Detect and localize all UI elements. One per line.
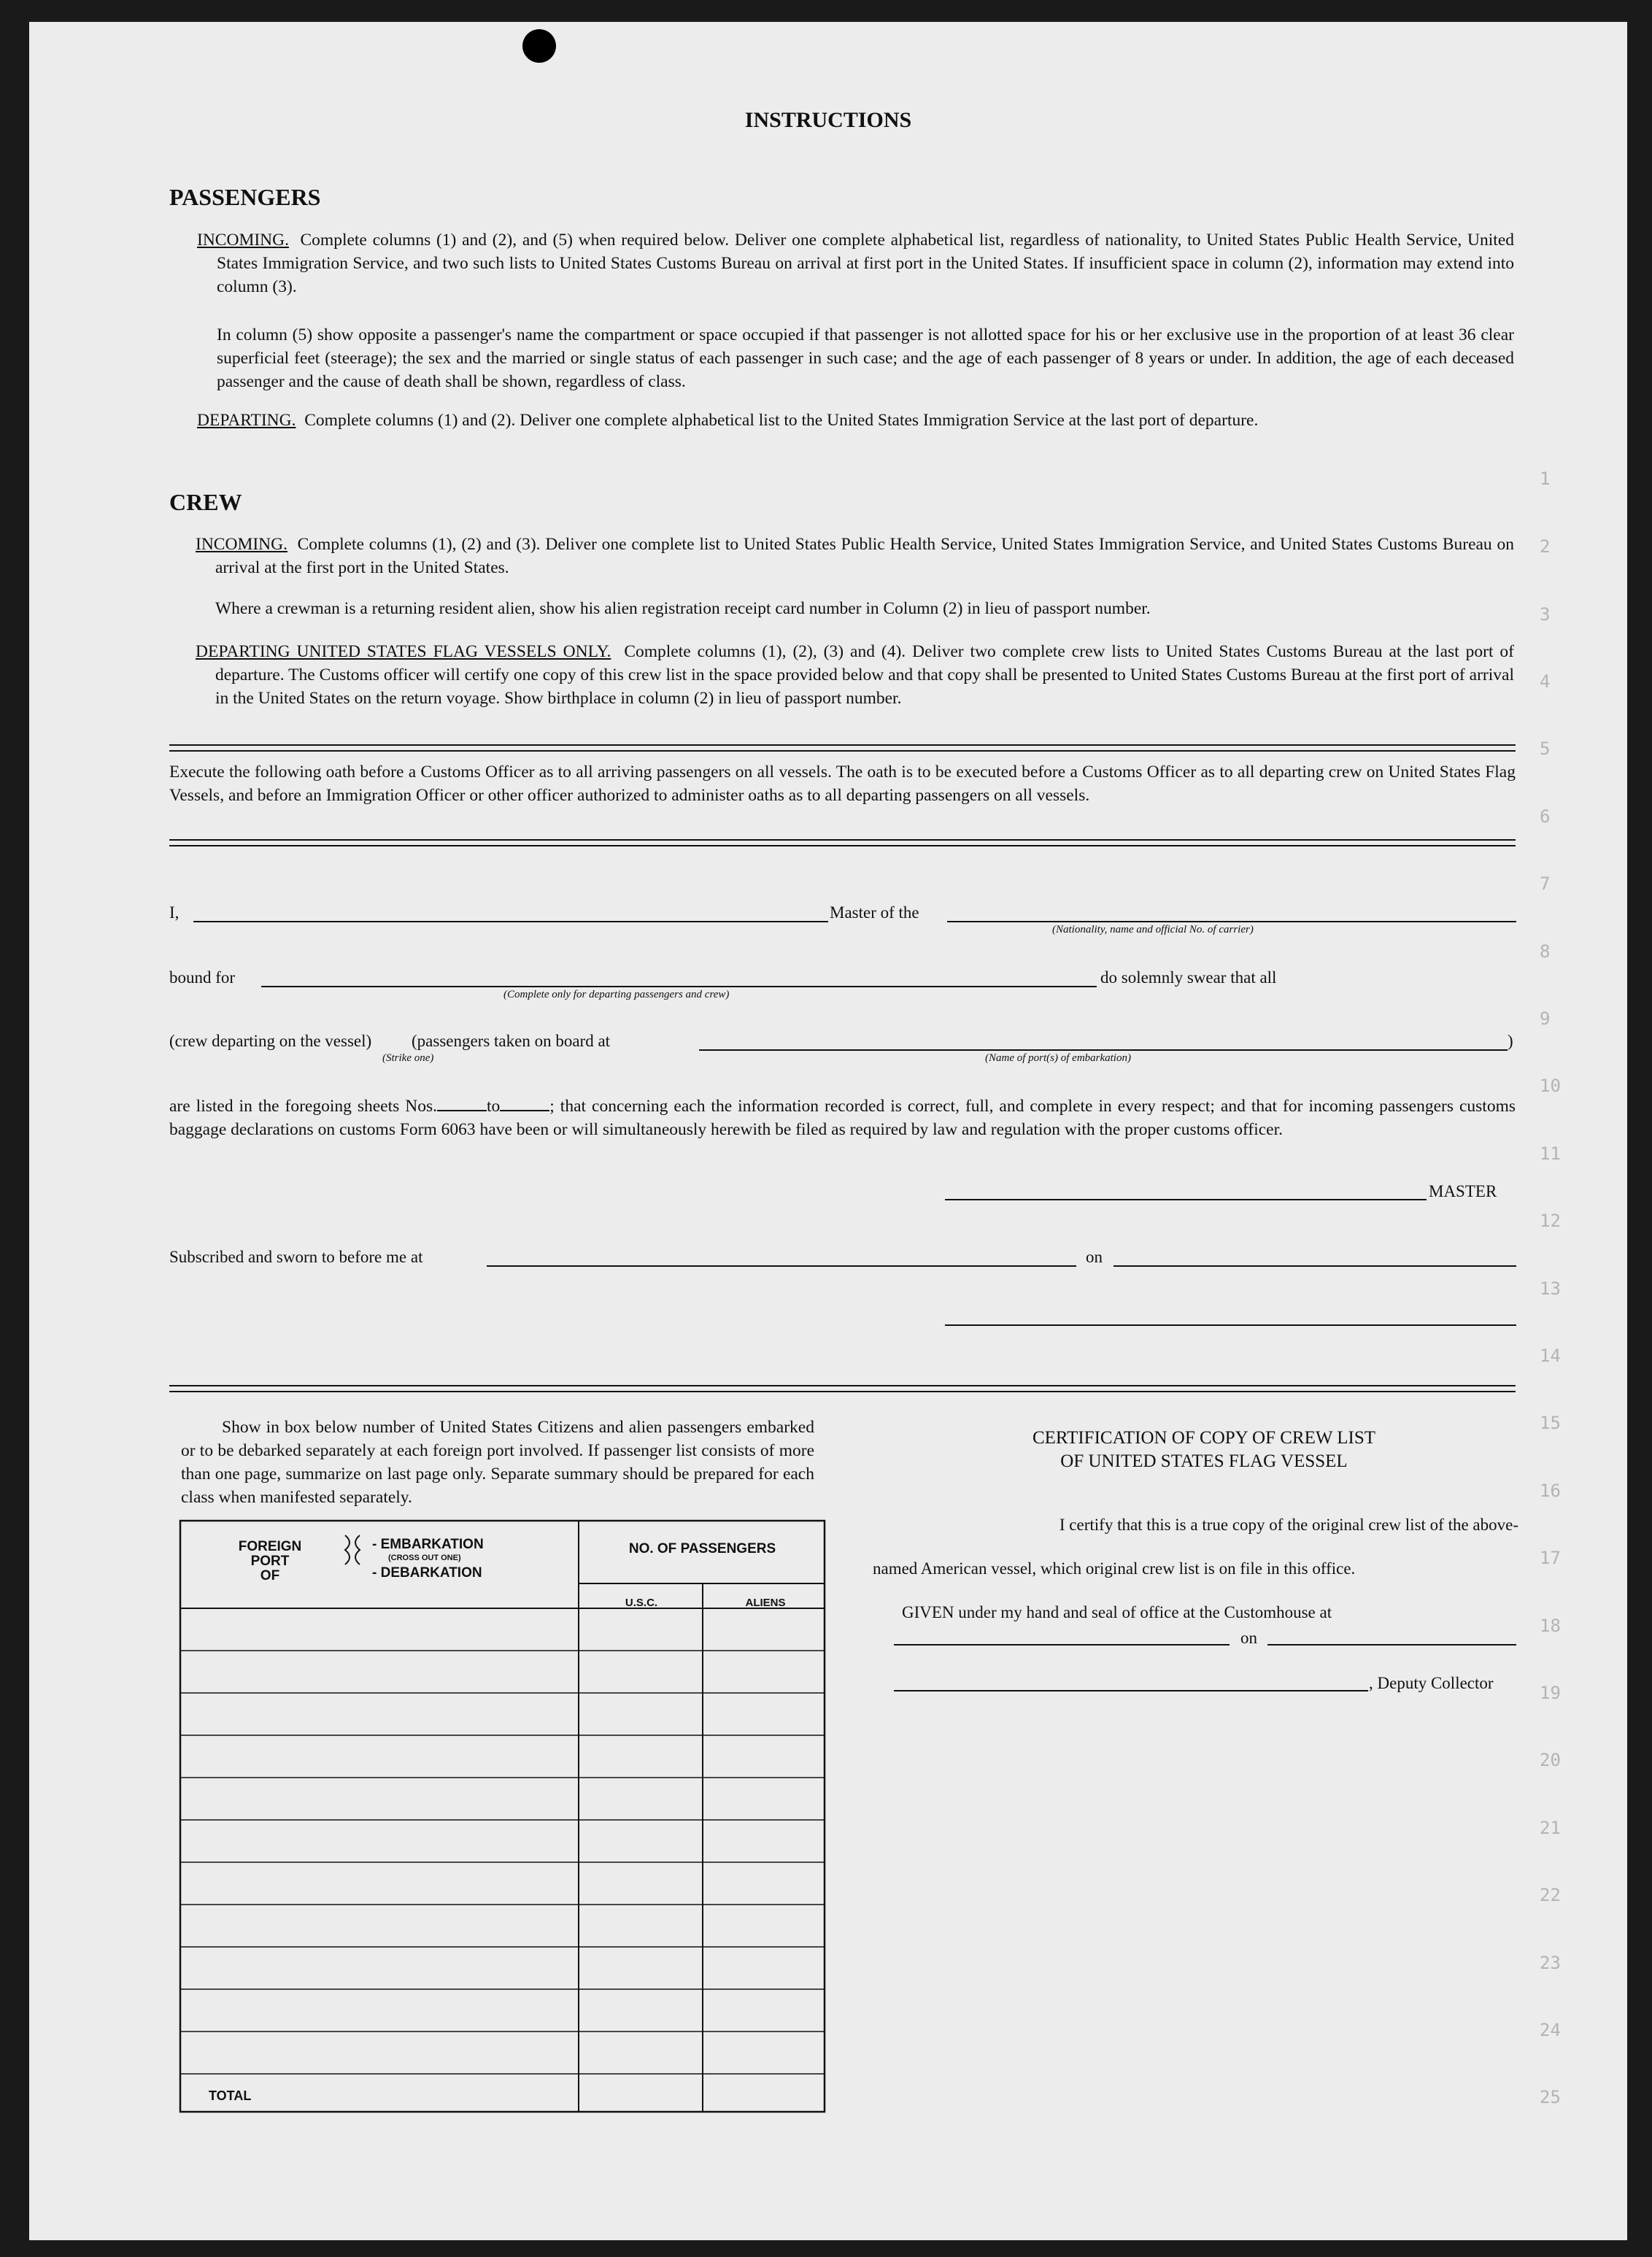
listed-text-b: ; that concerning each the information recorded is correct, full, and complete in every respect; and that for incoming passengers customs baggage declarations on customs Form 6063 have been or will simultaneously herewith be filed as required by law and regulation with the proper customs officer.: [169, 1097, 1516, 1139]
crew-incoming-label: INCOMING.: [196, 535, 287, 554]
certify-text-2: named American vessel, which original crew list is on file in this office.: [873, 1559, 1356, 1578]
margin-number: 24: [1540, 2020, 1561, 2040]
cross-out-label: (CROSS OUT ONE): [388, 1554, 461, 1562]
col-foreign-port-2: PORT: [250, 1554, 290, 1569]
sheet-from-field[interactable]: [437, 1110, 487, 1111]
listed-text-a: are listed in the foregoing sheets Nos.: [169, 1097, 438, 1116]
sworn-on-label: on: [1086, 1248, 1103, 1266]
col-passengers: NO. OF PASSENGERS: [628, 1541, 776, 1556]
margin-number: 12: [1540, 1211, 1561, 1231]
oath-swear: do solemnly swear that all: [1100, 968, 1277, 987]
certification-title: [890, 1427, 1518, 1473]
margin-number: 13: [1540, 1278, 1561, 1299]
margin-number: 4: [1540, 671, 1551, 692]
sworn-date-field[interactable]: [1113, 1265, 1516, 1267]
master-name-field[interactable]: [193, 921, 854, 922]
margin-number: 9: [1540, 1008, 1551, 1029]
margin-number: 10: [1540, 1076, 1561, 1096]
crew-incoming-text: Complete columns (1), (2) and (3). Deliver one complete list to United States Public Health Service, United States Immigration Service, and United States Customs Bureau on arrival at the first port in the United States.: [215, 535, 1514, 577]
listed-to: to: [487, 1097, 501, 1116]
passengers-departing-label: DEPARTING.: [197, 411, 296, 430]
oath-close-paren: ): [1508, 1032, 1513, 1050]
punch-hole: [522, 29, 556, 63]
bound-for-field[interactable]: [261, 986, 1097, 987]
col-usc: U.S.C.: [625, 1597, 658, 1609]
margin-number: 18: [1540, 1616, 1561, 1636]
customhouse-field[interactable]: [894, 1644, 1230, 1646]
margin-number: 11: [1540, 1143, 1561, 1164]
sheet-to-field[interactable]: [500, 1110, 549, 1111]
certification-title-1: CERTIFICATION OF COPY OF CREW LIST: [1032, 1428, 1376, 1448]
margin-number: 16: [1540, 1481, 1561, 1501]
passengers-incoming-paragraph: [197, 228, 1514, 298]
crew-departing-paragraph: [196, 640, 1514, 710]
margin-number: 3: [1540, 604, 1551, 625]
col-foreign-port-1: FOREIGN: [238, 1539, 302, 1554]
margin-number: 1: [1540, 468, 1551, 489]
bound-caption: (Complete only for departing passengers and crew): [503, 989, 730, 1000]
crew-heading: CREW: [169, 489, 242, 515]
total-label: TOTAL: [209, 2088, 252, 2103]
margin-number: 8: [1540, 941, 1551, 962]
col-aliens: ALIENS: [745, 1597, 786, 1609]
margin-number: 6: [1540, 806, 1551, 827]
crew-departing-text: Complete columns (1), (2), (3) and (4). Deliver two complete crew lists to United States Customs Bureau at the last port of departure. The Customs officer will certify one copy of this crew list in the space provided below and that copy shall be presented to United States Customs Bureau at the first port of arrival in the United States on the return voyage. Show birthplace in column (2) in lieu of passport number.: [215, 642, 1515, 708]
passengers-departing-paragraph: [197, 409, 1514, 432]
oath-instructions: Execute the following oath before a Customs Officer as to all arriving passengers on all vessels. The oath is to be executed before a Customs Officer as to all departing crew on United States Flag Vessels, and before an Immigration Officer or other officer authorized to administer oaths as to all departing passengers on all vessels.: [169, 763, 1516, 805]
deputy-collector-label: , Deputy Collector: [1369, 1674, 1494, 1692]
margin-number: 14: [1540, 1346, 1561, 1366]
embarkation-caption: (Name of port(s) of embarkation): [985, 1052, 1131, 1064]
crew-alien-paragraph: Where a crewman is a returning resident alien, show his alien registration receipt card number in Column (2) in lieu of passport number.: [215, 599, 1151, 618]
margin-number: 2: [1540, 536, 1551, 557]
embarkation-label: - EMBARKATION: [372, 1537, 484, 1552]
margin-number: 19: [1540, 1683, 1561, 1703]
passengers-departing-text: Complete columns (1) and (2). Deliver one complete alphabetical list to the United States Immigration Service at the last port of departure.: [304, 411, 1259, 430]
margin-number: 15: [1540, 1413, 1561, 1433]
embarkation-port-field[interactable]: [699, 1049, 1508, 1051]
double-rule-top: [169, 744, 1516, 752]
margin-number: 20: [1540, 1750, 1561, 1770]
double-rule-oath: [169, 839, 1516, 846]
column5-paragraph: In column (5) show opposite a passenger's name the compartment or space occupied if that passenger is not allotted space for his or her exclusive use in the proportion of at least 36 clear superficial feet (steerage); the sex and the married or single status of each passenger in such case; and the age of each passenger of 8 years or under. In addition, the age of each deceased passenger and the cause of death shall be shown, regardless of class.: [217, 325, 1514, 391]
officer-signature-field[interactable]: [945, 1324, 1516, 1326]
oath-bound-for: bound for: [169, 968, 236, 987]
certification-title-2: OF UNITED STATES FLAG VESSEL: [1060, 1451, 1348, 1471]
passengers-incoming-label: INCOMING.: [197, 231, 289, 250]
margin-number: 5: [1540, 738, 1551, 759]
debarkation-label: - DEBARKATION: [372, 1565, 482, 1581]
deputy-signature-field[interactable]: [894, 1690, 1368, 1691]
summary-instructions: Show in box below number of United States Citizens and alien passengers embarked or to be debarked separately at each foreign port involved. If passenger list consists of more than one page, summarize on last page only. Separate summary should be prepared for each class when manifested separately.: [181, 1418, 814, 1507]
margin-number: 22: [1540, 1885, 1561, 1905]
margin-number: 21: [1540, 1818, 1561, 1838]
crew-departing-label: DEPARTING UNITED STATES FLAG VESSELS ONLY.: [196, 642, 611, 661]
given-on-label: on: [1240, 1629, 1257, 1647]
margin-number: 17: [1540, 1548, 1561, 1568]
master-label: MASTER: [1429, 1182, 1497, 1200]
oath-master-of: Master of the: [830, 903, 919, 922]
carrier-field[interactable]: [947, 921, 1516, 922]
form-page: [29, 22, 1627, 2240]
margin-number: 7: [1540, 873, 1551, 894]
margin-number: 25: [1540, 2087, 1561, 2107]
given-text: GIVEN under my hand and seal of office at the Customhouse at: [902, 1603, 1332, 1621]
double-rule-bottom: [169, 1385, 1516, 1392]
strike-one-caption: (Strike one): [382, 1052, 434, 1064]
margin-number: 23: [1540, 1953, 1561, 1973]
subscribed-label: Subscribed and sworn to before me at: [169, 1248, 423, 1266]
oath-passengers-taken: (passengers taken on board at: [412, 1032, 611, 1050]
certification-date-field[interactable]: [1267, 1644, 1516, 1646]
passengers-incoming-text: Complete columns (1) and (2), and (5) when required below. Deliver one complete alphabetical list, regardless of nationality, to United States Public Health Service, United States Immigration Service, and two such lists to United States Customs Bureau on arrival at first port in the United States. If insufficient space in column (2), information may extend into column (3).: [217, 231, 1515, 296]
sworn-place-field[interactable]: [487, 1265, 1076, 1267]
oath-crew-departing: (crew departing on the vessel): [169, 1032, 372, 1050]
listed-paragraph: [169, 1095, 1516, 1141]
master-signature-field[interactable]: [945, 1199, 1427, 1200]
passenger-summary-table: [179, 1519, 828, 2118]
crew-incoming-paragraph: [196, 533, 1514, 579]
col-foreign-port-3: OF: [260, 1568, 280, 1583]
certify-text-1: I certify that this is a true copy of the original crew list of the above-: [1059, 1516, 1518, 1534]
carrier-caption: (Nationality, name and official No. of carrier): [1052, 924, 1254, 935]
instructions-title: INSTRUCTIONS: [744, 108, 912, 132]
passengers-heading: PASSENGERS: [169, 184, 321, 210]
oath-i-label: I,: [169, 903, 180, 922]
